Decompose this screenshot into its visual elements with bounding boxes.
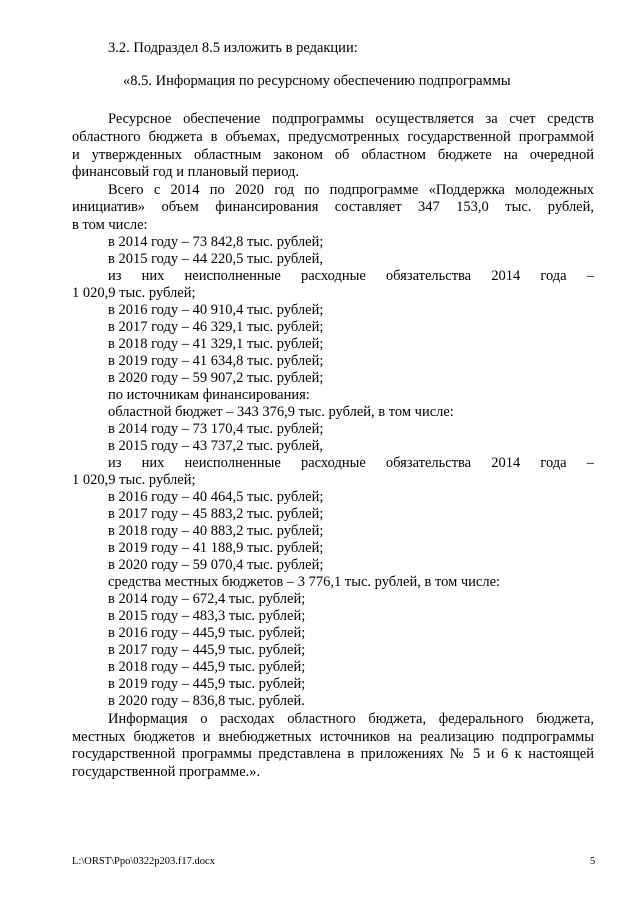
regional-unfulfilled-line1: из них неисполненные расходные обязательства 2014 года – [108, 455, 594, 471]
para3-line3: государственной программы представлена в приложениях № 5 и 6 к настоящей [72, 746, 594, 762]
para1-line4: финансовый год и плановый период. [72, 164, 300, 180]
total-2014: в 2014 году – 73 842,8 тыс. рублей; [108, 234, 324, 250]
local-2015: в 2015 году – 483,3 тыс. рублей; [108, 608, 306, 624]
footer-page-number: 5 [590, 856, 596, 867]
total-2015: в 2015 году – 44 220,5 тыс. рублей, [108, 251, 323, 267]
regional-2019: в 2019 году – 41 188,9 тыс. рублей; [108, 540, 324, 556]
local-2018: в 2018 году – 445,9 тыс. рублей; [108, 659, 306, 675]
total-2020: в 2020 году – 59 907,2 тыс. рублей; [108, 370, 324, 386]
regional-2017: в 2017 году – 45 883,2 тыс. рублей; [108, 506, 324, 522]
regional-unfulfilled-line2: 1 020,9 тыс. рублей; [72, 472, 196, 488]
local-2016: в 2016 году – 445,9 тыс. рублей; [108, 625, 306, 641]
para1-line3: и утвержденных областным законом об областном бюджете на очередной [72, 147, 594, 163]
para1-line2: областного бюджета в объемах, предусмотренных государственной программой [72, 129, 594, 145]
local-heading: средства местных бюджетов – 3 776,1 тыс. рублей, в том числе: [108, 574, 501, 590]
para3-line4: государственной программе.». [72, 764, 261, 780]
total-unfulfilled-line2: 1 020,9 тыс. рублей; [72, 285, 196, 301]
total-2019: в 2019 году – 41 634,8 тыс. рублей; [108, 353, 324, 369]
total-2017: в 2017 году – 46 329,1 тыс. рублей; [108, 319, 324, 335]
total-unfulfilled-line1: из них неисполненные расходные обязательства 2014 года – [108, 268, 594, 284]
para1-line1: Ресурсное обеспечение подпрограммы осуществляется за счет средств [108, 111, 594, 127]
regional-2018: в 2018 году – 40 883,2 тыс. рублей; [108, 523, 324, 539]
local-2014: в 2014 году – 672,4 тыс. рублей; [108, 591, 306, 607]
para2-line1: Всего с 2014 по 2020 год по подпрограмме «Поддержка молодежных [108, 182, 594, 198]
footer-file-path: L:\ORST\Ppo\0322p203.f17.docx [72, 856, 215, 867]
local-2019: в 2019 году – 445,9 тыс. рублей; [108, 676, 306, 692]
regional-2015: в 2015 году – 43 737,2 тыс. рублей, [108, 438, 323, 454]
section-title: «8.5. Информация по ресурсному обеспечению подпрограммы [123, 73, 511, 89]
amendment-header: 3.2. Подраздел 8.5 изложить в редакции: [108, 40, 358, 56]
local-2020: в 2020 году – 836,8 тыс. рублей. [108, 693, 305, 709]
local-2017: в 2017 году – 445,9 тыс. рублей; [108, 642, 306, 658]
regional-2016: в 2016 году – 40 464,5 тыс. рублей; [108, 489, 324, 505]
total-2016: в 2016 году – 40 910,4 тыс. рублей; [108, 302, 324, 318]
para3-line1: Информация о расходах областного бюджета, федерального бюджета, [108, 711, 594, 727]
para2-line2: инициатив» объем финансирования составляет 347 153,0 тыс. рублей, [72, 199, 594, 215]
para3-line2: местных бюджетов и внебюджетных источников на реализацию подпрограммы [72, 729, 594, 745]
regional-2014: в 2014 году – 73 170,4 тыс. рублей; [108, 421, 324, 437]
total-2018: в 2018 году – 41 329,1 тыс. рублей; [108, 336, 324, 352]
regional-heading: областной бюджет – 343 376,9 тыс. рублей, в том числе: [108, 404, 454, 420]
regional-2020: в 2020 году – 59 070,4 тыс. рублей; [108, 557, 324, 573]
para2-line3: в том числе: [72, 217, 148, 233]
sources-heading: по источникам финансирования: [108, 387, 310, 403]
